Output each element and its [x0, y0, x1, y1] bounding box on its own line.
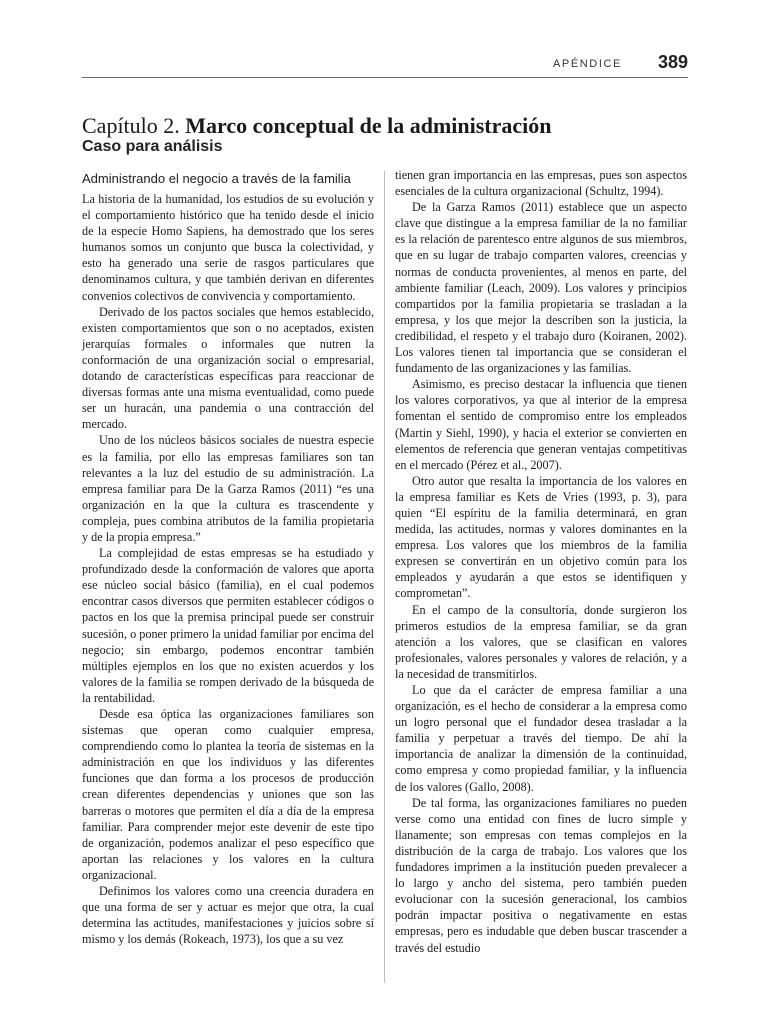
chapter-title: [82, 113, 552, 139]
paragraph: La historia de la humanidad, los estudios de su evolución y el comportamiento histórico que ha tenido desde el inicio de la especie Homo Sapiens, ha demostrado que los seres humanos somos un conjunto que busca la colectividad, y esto ha generado una serie de rasgos particulares que denominamos cultura, y que también derivan en diferentes convenios colectivos de convivencia y comportamiento.: [82, 192, 374, 303]
paragraph: La complejidad de estas empresas se ha estudiado y profundizado desde la conformación de valores que aporta ese núcleo social básico (familia), en el cual podemos encontrar casos diversos que permiten establecer códigos o pactos en los que la premisa principal puede ser construir sucesión, o poner primero la unidad familiar por encima del negocio; sin embargo, podemos encontrar también múltiples ejemplos en los que no existen acuerdos y los valores de la familia se rompen derivado de la búsqueda de la rentabilidad.: [82, 546, 374, 705]
paragraph: tienen gran importancia en las empresas, pues son aspectos esenciales de la cultura organizacional (Schultz, 1994).: [395, 168, 687, 199]
paragraph: De la Garza Ramos (2011) establece que un aspecto clave que distingue a la empresa familiar de la no familiar es la relación de parentesco entre algunos de sus miembros, que en su lugar de trabajo comparten valores, creencias y normas de conducta provenientes, al menos en parte, del ambiente familiar (Leach, 2009). Los valores y principios compartidos por la familia propietaria se trasladan a la empresa, y los que mejor la describen son la justicia, la credibilidad, el respeto y el trabajo duro (Koiranen, 2002). Los valores tienen tal importancia que se consideran el fundamento de las organizaciones y las familias.: [395, 200, 687, 376]
left-column: [82, 167, 374, 947]
section-heading: Administrando el negocio a través de la familia: [82, 171, 351, 186]
paragraph: En el campo de la consultoría, donde surgieron los primeros estudios de la empresa familiar, se da gran atención a los valores, que se clasifican en valores profesionales, valores personales y valores de relación, y a la necesidad de transmitirlos.: [395, 602, 687, 681]
paragraph: De tal forma, las organizaciones familiares no pueden verse como una entidad con fines de lucro simple y llanamente; son empresas con temas complejos en la distribución de la carga de trabajo. Los valores que los fundadores imprimen a la institución pueden prevalecer a lo largo y ancho del sistema, pero también pueden evolucionar con la sucesión generacional, los cambios podrán impactar positiva o negativamente en estas empresas, pero es indudable que deben buscar trascender a través del estudio: [395, 795, 687, 955]
case-subtitle: Caso para análisis: [82, 138, 223, 155]
chapter-number: Capítulo 2.: [82, 113, 186, 138]
paragraph: Asimismo, es preciso destacar la influencia que tienen los valores corporativos, ya que al interior de la empresa fomentan el sentido de compromiso entre los empleados (Martin y Siehl, 1990), y hacia el exterior se convierten en elementos de referencia que generan ventajas competitivas en el mercado (Pérez et al., 2007).: [395, 377, 687, 472]
running-head: APÉNDICE: [552, 58, 622, 70]
paragraph: Definimos los valores como una creencia duradera en que una forma de ser y actuar es mejor que otra, la cual determina las actitudes, manifestaciones y juicios sobre sí mismo y los demás (Rokeach, 1973), los que a su vez: [82, 884, 374, 947]
paragraph: Desde esa óptica las organizaciones familiares son sistemas que operan como cualquier empresa, comprendiendo como lo plantea la teoría de sistemas en la administración en que los individuos y las diferentes funciones que dan forma a los procesos de producción crean diferentes dependencias y uniones que son las barreras o motores que permiten el día a día de la empresa familiar. Para comprender mejor este devenir de este tipo de organización, podemos analizar el peso específico que aportan las relaciones y los valores en la cultura organizacional.: [82, 707, 374, 882]
paragraph: Derivado de los pactos sociales que hemos establecido, existen comportamientos que son o no aceptados, existen jerarquías formales o informales que nutren la conformación de una organización social o empresarial, dotando de características específicas para reaccionar de diversas formas ante una misma eventualidad, como puede ser un huracán, una pandemia o una contracción del mercado.: [82, 304, 374, 432]
paragraph: Otro autor que resalta la importancia de los valores en la empresa familiar es Kets de Vries (1993, p. 3), para quien “El espíritu de la familia determinará, en gran medida, las actitudes, normas y valores dominantes en la empresa. Los valores que los miembros de la familia expresen se convertirán en un objetivo común para los empleados y ayudarán a que estos se identifiquen y comprometan”.: [395, 473, 687, 601]
paragraph: Uno de los núcleos básicos sociales de nuestra especie es la familia, por ello las empresas familiares son tan relevantes a la luz del estudio de su administración. La empresa familiar para De la Garza Ramos (2011) “es una organización en la que la cultura es trascendente y compleja, pues combina atributos de la familia propietaria y de la propia empresa.”: [82, 433, 374, 544]
right-column: [395, 167, 687, 956]
header-rule: [82, 77, 688, 78]
chapter-name: Marco conceptual de la administración: [185, 113, 552, 138]
paragraph: Lo que da el carácter de empresa familiar a una organización, es el hecho de considerar a la empresa como un logro personal que el fundador desea trasladar a la familia y perpetuar a través del tiempo. De ahí la importancia de analizar la dimensión de la continuidad, como empresa y como propiedad familiar, y la influencia de los valores (Gallo, 2008).: [395, 683, 687, 794]
column-divider: [384, 171, 385, 983]
page-number: 389: [657, 52, 688, 72]
